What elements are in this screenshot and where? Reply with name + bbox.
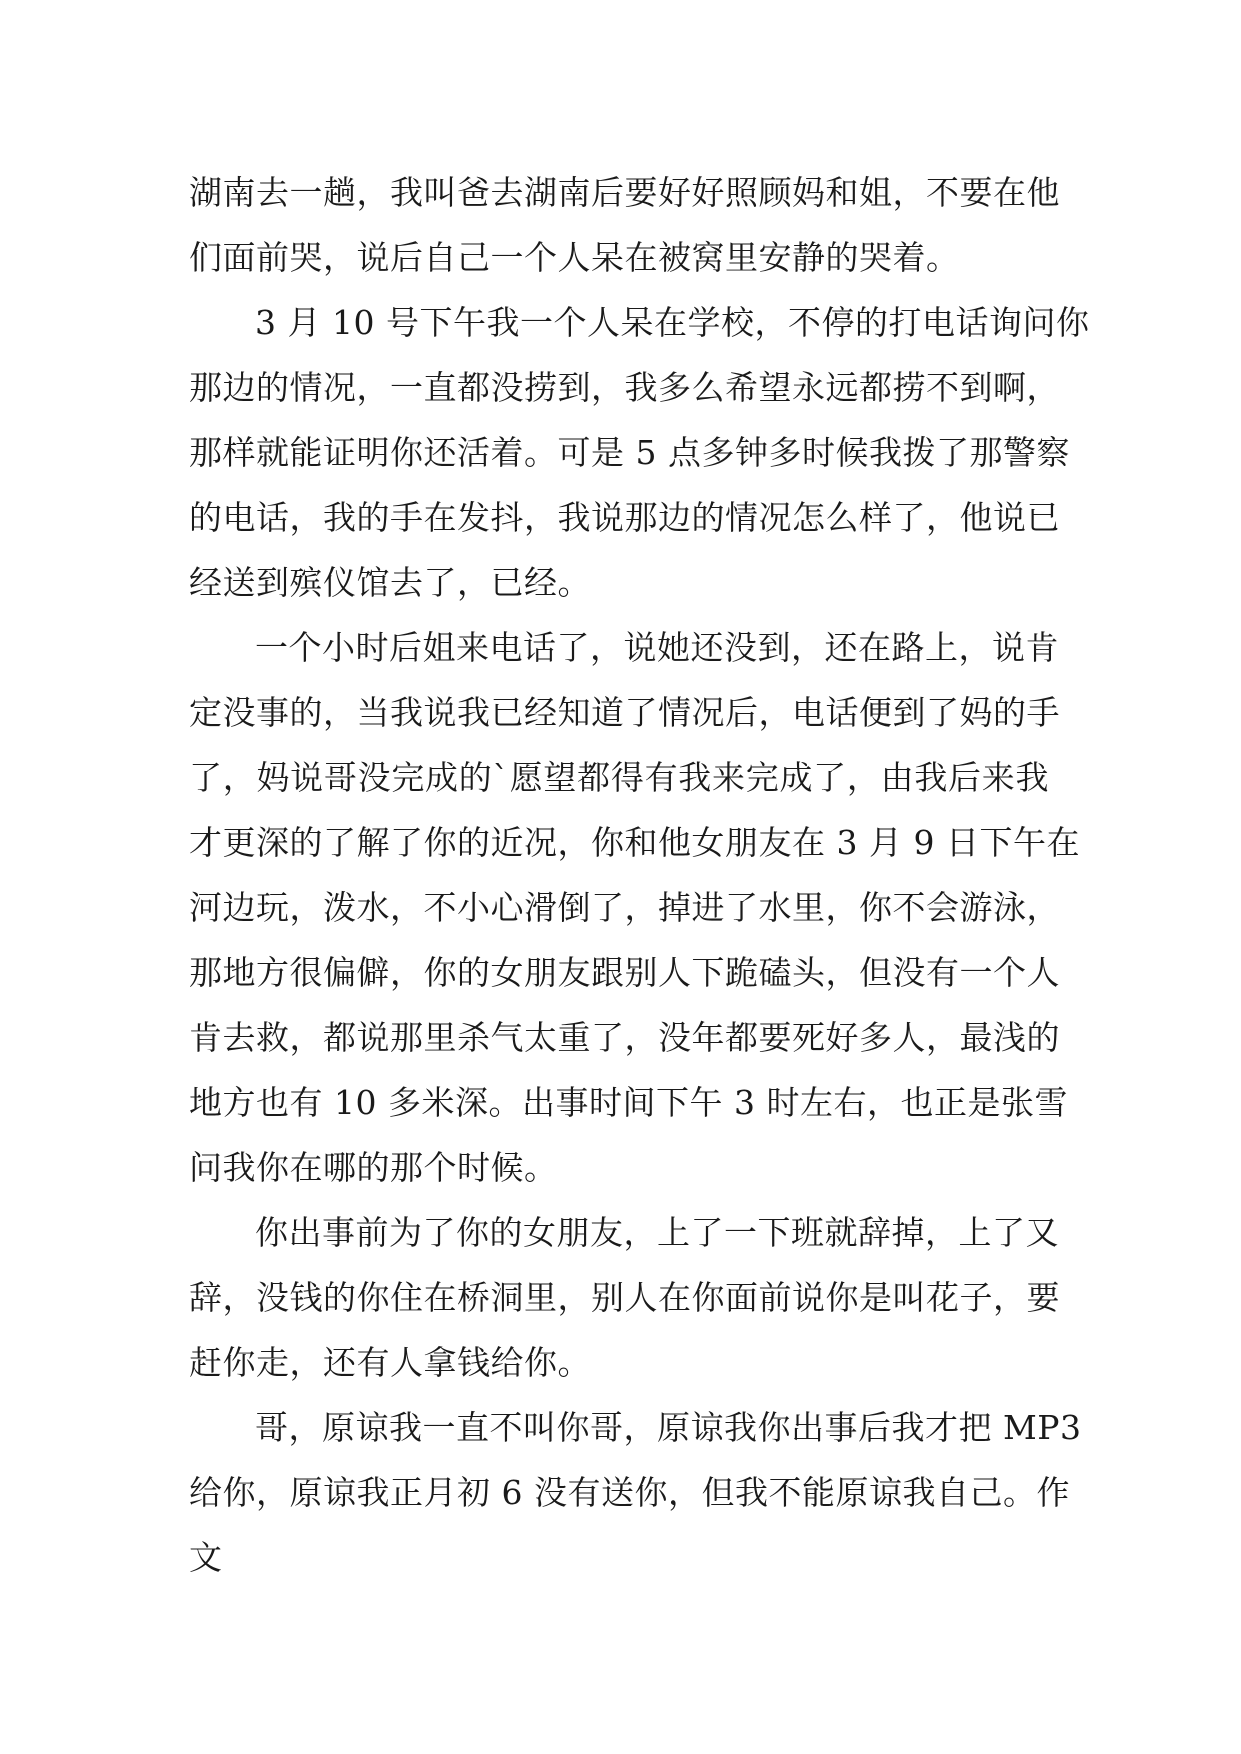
text-line: 地方也有 10 多米深。出事时间下午 3 时左右，也正是张雪 — [189, 1083, 1068, 1122]
text-line: 辞，没钱的你住在桥洞里，别人在你面前说你是叫花子，要 — [189, 1278, 1060, 1317]
text-line: 3 月 10 号下午我一个人呆在学校，不停的打电话询问你 — [255, 303, 1090, 342]
text-line: 的电话，我的手在发抖，我说那边的情况怎么样了，他说已 — [189, 498, 1060, 537]
text-line: 河边玩，泼水，不小心滑倒了，掉进了水里，你不会游泳， — [189, 888, 1060, 927]
text-line: 们面前哭，说后自己一个人呆在被窝里安静的哭着。 — [189, 238, 960, 277]
text-line: 那边的情况，一直都没捞到，我多么希望永远都捞不到啊， — [189, 368, 1060, 407]
text-line: 文 — [189, 1538, 223, 1577]
text-line: 那样就能证明你还活着。可是 5 点多钟多时候我拨了那警察 — [189, 433, 1070, 472]
text-line: 给你，原谅我正月初 6 没有送你，但我不能原谅我自己。作 — [189, 1473, 1070, 1512]
text-line: 定没事的，当我说我已经知道了情况后，电话便到了妈的手 — [189, 693, 1060, 732]
document-body — [189, 160, 1090, 1590]
text-line: 才更深的了解了你的近况，你和他女朋友在 3 月 9 日下午在 — [189, 823, 1080, 862]
text-line: 一个小时后姐来电话了，说她还没到，还在路上，说肯 — [255, 628, 1059, 667]
text-line: 你出事前为了你的女朋友，上了一下班就辞掉，上了又 — [255, 1213, 1059, 1252]
text-line: 赶你走，还有人拿钱给你。 — [189, 1343, 591, 1382]
text-line: 湖南去一趟，我叫爸去湖南后要好好照顾妈和姐，不要在他 — [189, 173, 1060, 212]
text-line: 问我你在哪的那个时候。 — [189, 1148, 558, 1187]
text-line: 经送到殡仪馆去了，已经。 — [189, 563, 591, 602]
text-line: 肯去救，都说那里杀气太重了，没年都要死好多人，最浅的 — [189, 1018, 1060, 1057]
text-line: 了，妈说哥没完成的`愿望都得有我来完成了，由我后来我 — [189, 758, 1049, 797]
text-line: 那地方很偏僻，你的女朋友跟别人下跪磕头，但没有一个人 — [189, 953, 1060, 992]
text-line: 哥，原谅我一直不叫你哥，原谅我你出事后我才把 MP3 — [255, 1408, 1082, 1447]
